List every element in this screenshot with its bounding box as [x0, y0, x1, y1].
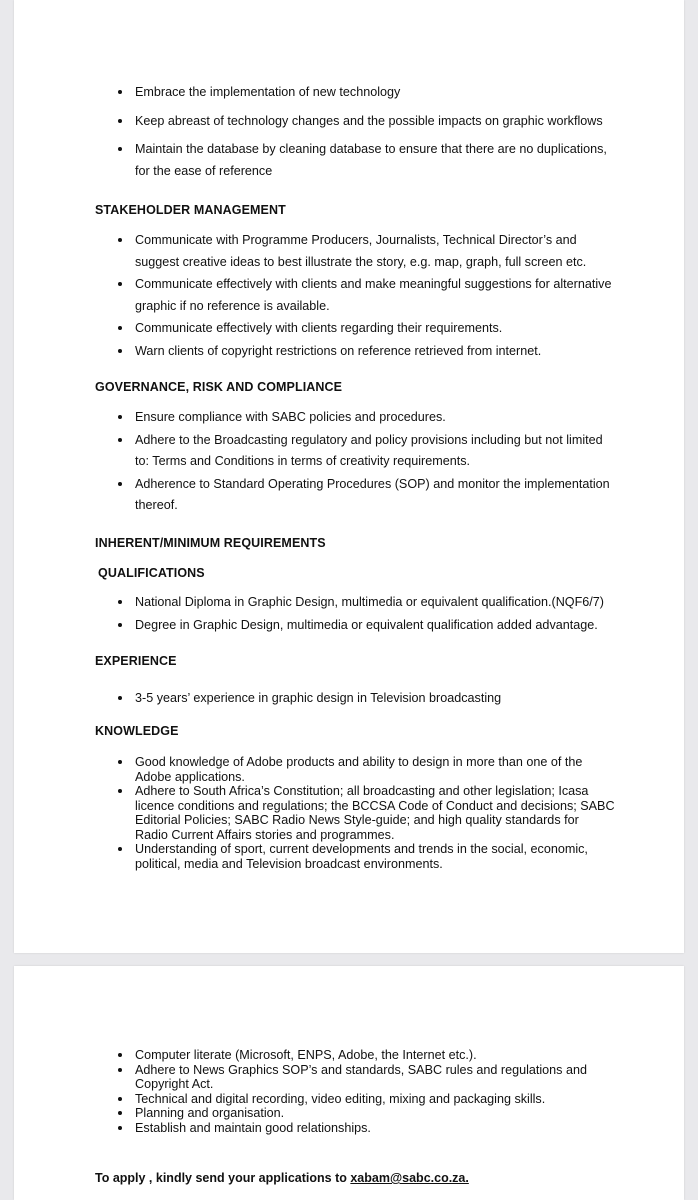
list-item: Ensure compliance with SABC policies and procedures. [14, 407, 615, 429]
list-item: Good knowledge of Adobe products and ability to design in more than one of the Adobe applications. [14, 755, 615, 784]
list-item: Adhere to the Broadcasting regulatory and policy provisions including but not limited to: Terms and Conditions in terms of creativity requirements. [14, 430, 615, 473]
apply-email-link[interactable]: xabam@sabc.co.za. [350, 1171, 469, 1185]
list-item: Planning and organisation. [14, 1106, 615, 1121]
stakeholder-list [14, 230, 684, 363]
list-item: Adhere to News Graphics SOP’s and standards, SABC rules and regulations and Copyright Act. [14, 1063, 615, 1092]
list-item: Understanding of sport, current developments and trends in the social, economic, political, media and Television broadcast environments. [14, 842, 615, 871]
qualifications-heading: QUALIFICATIONS [98, 566, 205, 580]
list-item: 3-5 years’ experience in graphic design in Television broadcasting [14, 688, 615, 710]
list-item: Warn clients of copyright restrictions on reference retrieved from internet. [14, 341, 615, 363]
list-item: Establish and maintain good relationships. [14, 1121, 615, 1136]
list-item: Adherence to Standard Operating Procedures (SOP) and monitor the implementation thereof. [14, 474, 615, 517]
document-page-1 [14, 0, 684, 953]
list-item: Technical and digital recording, video editing, mixing and packaging skills. [14, 1092, 615, 1107]
experience-heading: EXPERIENCE [95, 654, 177, 668]
stakeholder-heading: STAKEHOLDER MANAGEMENT [95, 203, 286, 217]
responsibilities-list [14, 82, 684, 189]
knowledge-heading: KNOWLEDGE [95, 724, 179, 738]
document-page-2 [14, 966, 684, 1200]
list-item: Embrace the implementation of new technology [14, 82, 615, 104]
list-item: Communicate effectively with clients and make meaningful suggestions for alternative graphic if no reference is available. [14, 274, 615, 317]
list-item: Computer literate (Microsoft, ENPS, Adobe, the Internet etc.). [14, 1048, 615, 1063]
list-item: Keep abreast of technology changes and the possible impacts on graphic workflows [14, 111, 615, 133]
apply-text: To apply , kindly send your applications to [95, 1171, 351, 1185]
list-item: Communicate with Programme Producers, Journalists, Technical Director’s and suggest creative ideas to best illustrate the story, e.g. map, graph, full screen etc. [14, 230, 615, 273]
list-item: Adhere to South Africa’s Constitution; all broadcasting and other legislation; Icasa licence conditions and regulations; the BCCSA Code of Conduct and decisions; SABC Editorial Policies; SABC Radio News Style-guide; and high quality standards for Radio Current Affairs stories and programmes. [14, 784, 615, 842]
list-item: Maintain the database by cleaning database to ensure that there are no duplications, for the ease of reference [14, 139, 615, 182]
list-item: Communicate effectively with clients regarding their requirements. [14, 318, 615, 340]
experience-list [14, 688, 684, 711]
qualifications-list [14, 592, 684, 637]
list-item: Degree in Graphic Design, multimedia or equivalent qualification added advantage. [14, 615, 615, 637]
list-item: National Diploma in Graphic Design, multimedia or equivalent qualification.(NQF6/7) [14, 592, 615, 614]
knowledge-list [14, 755, 684, 871]
skills-list [14, 1048, 684, 1135]
governance-heading: GOVERNANCE, RISK AND COMPLIANCE [95, 380, 343, 394]
apply-instructions [95, 1171, 469, 1185]
governance-list [14, 407, 684, 518]
inherent-requirements-heading: INHERENT/MINIMUM REQUIREMENTS [95, 536, 326, 550]
